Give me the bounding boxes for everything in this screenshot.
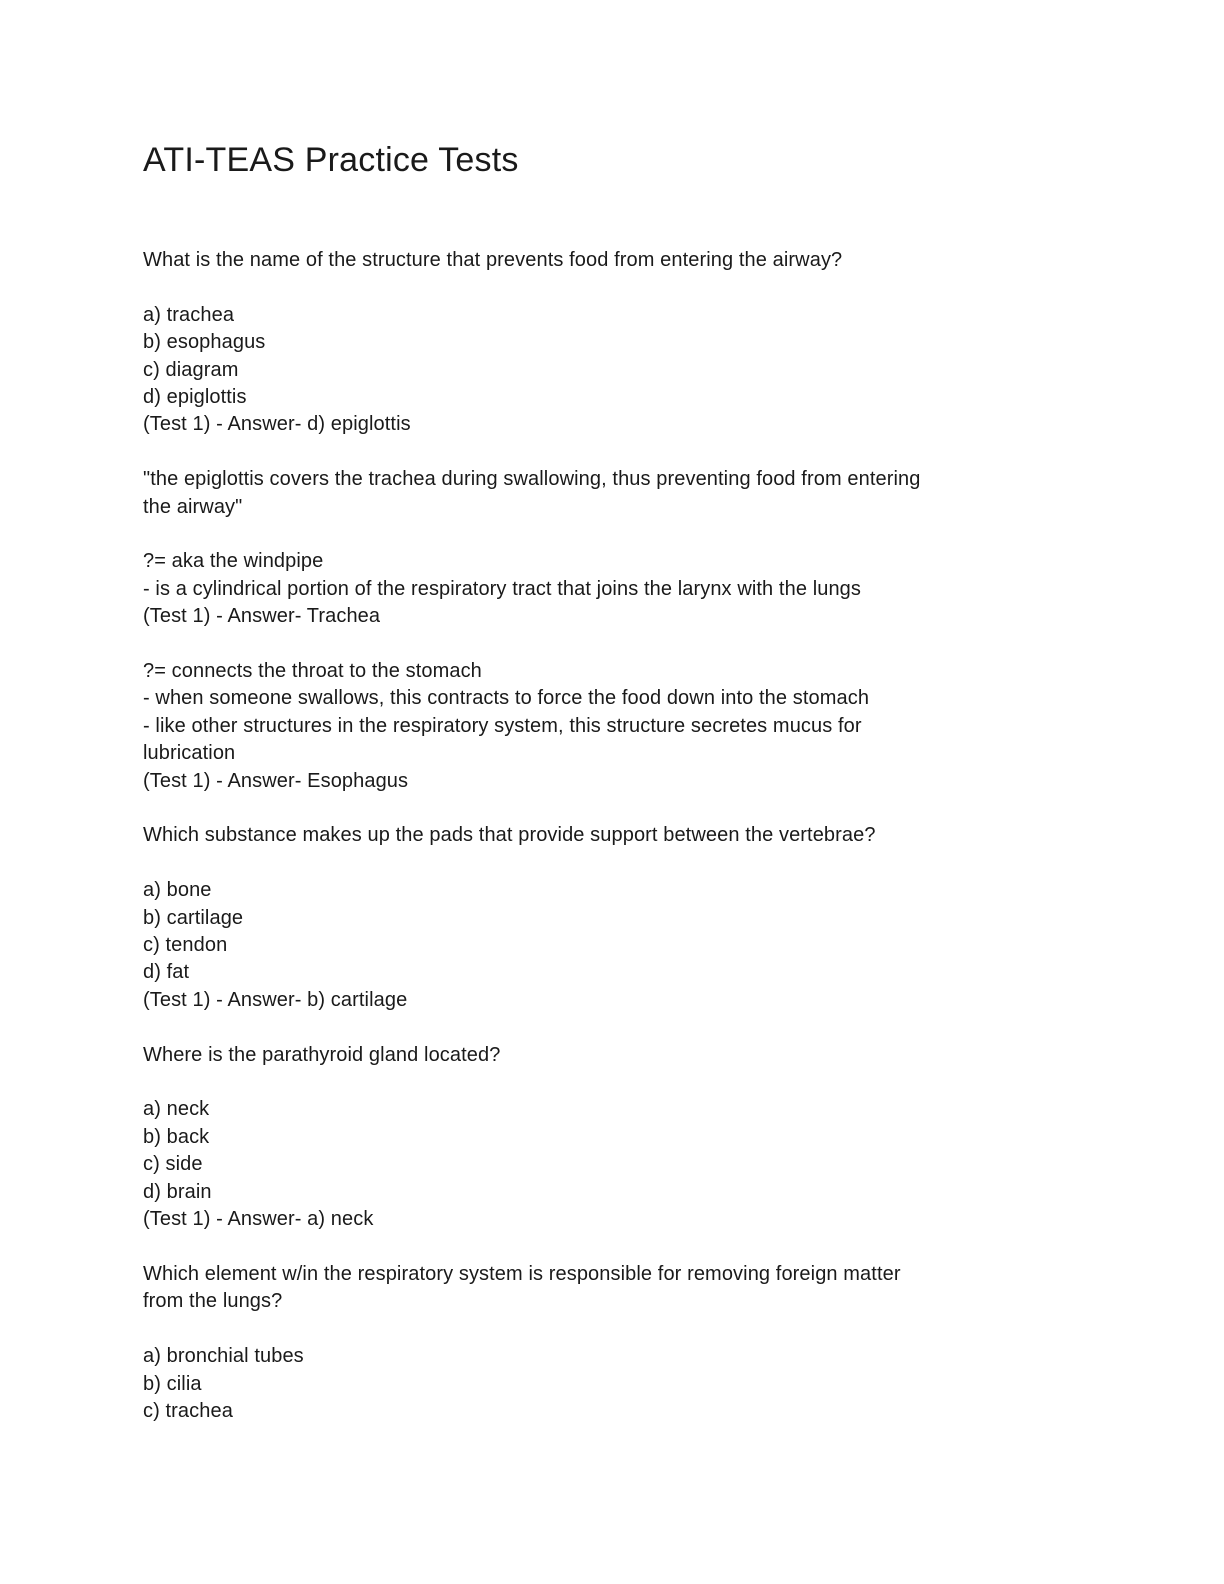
paragraph-block	[143, 1343, 1056, 1425]
text-line: b) cilia	[143, 1372, 202, 1395]
paragraph-block	[143, 466, 1056, 521]
text-line: d) brain	[143, 1180, 212, 1203]
text-line: a) trachea	[143, 303, 235, 326]
paragraph-block	[143, 658, 1056, 795]
text-line: from the lungs?	[143, 1290, 283, 1313]
paragraph-block	[143, 1042, 1056, 1069]
text-line: lubrication	[143, 742, 236, 765]
text-line: Where is the parathyroid gland located?	[143, 1043, 501, 1066]
text-line: - when someone swallows, this contracts to force the food down into the stomach	[143, 687, 870, 710]
page-title: ATI-TEAS Practice Tests	[143, 141, 519, 179]
text-line: a) bronchial tubes	[143, 1345, 304, 1368]
text-line: d) epiglottis	[143, 386, 247, 409]
text-line: - is a cylindrical portion of the respiratory tract that joins the larynx with the lungs	[143, 577, 862, 600]
paragraph-block	[143, 1261, 1056, 1316]
text-line: a) bone	[143, 879, 212, 902]
text-line: Which substance makes up the pads that provide support between the vertebrae?	[143, 824, 876, 847]
paragraph-block	[143, 302, 1056, 439]
text-line: c) trachea	[143, 1399, 233, 1422]
text-line: (Test 1) - Answer- b) cartilage	[143, 988, 408, 1011]
text-line: d) fat	[143, 961, 190, 984]
text-line: c) side	[143, 1153, 203, 1176]
text-line: ?= connects the throat to the stomach	[143, 660, 482, 683]
document-body	[143, 247, 1056, 1425]
paragraph-block	[143, 247, 1056, 274]
text-line: (Test 1) - Answer- a) neck	[143, 1208, 374, 1231]
text-line: - like other structures in the respiratory system, this structure secretes mucus for	[143, 714, 862, 737]
text-line: c) diagram	[143, 358, 239, 381]
text-line: "the epiglottis covers the trachea during swallowing, thus preventing food from entering	[143, 468, 921, 491]
text-line: Which element w/in the respiratory system is responsible for removing foreign matter	[143, 1262, 901, 1285]
paragraph-block	[143, 1096, 1056, 1233]
text-line: (Test 1) - Answer- Esophagus	[143, 769, 409, 792]
text-line: (Test 1) - Answer- Trachea	[143, 605, 381, 628]
text-line: b) back	[143, 1125, 210, 1148]
paragraph-block	[143, 822, 1056, 849]
text-line: (Test 1) - Answer- d) epiglottis	[143, 413, 411, 436]
text-line: What is the name of the structure that prevents food from entering the airway?	[143, 249, 843, 271]
paragraph-block	[143, 548, 1056, 630]
text-line: a) neck	[143, 1098, 210, 1121]
text-line: b) cartilage	[143, 906, 244, 929]
text-line: ?= aka the windpipe	[143, 550, 324, 573]
text-line: the airway"	[143, 495, 243, 518]
text-line: b) esophagus	[143, 331, 266, 354]
text-line: c) tendon	[143, 934, 228, 957]
paragraph-block	[143, 877, 1056, 1014]
